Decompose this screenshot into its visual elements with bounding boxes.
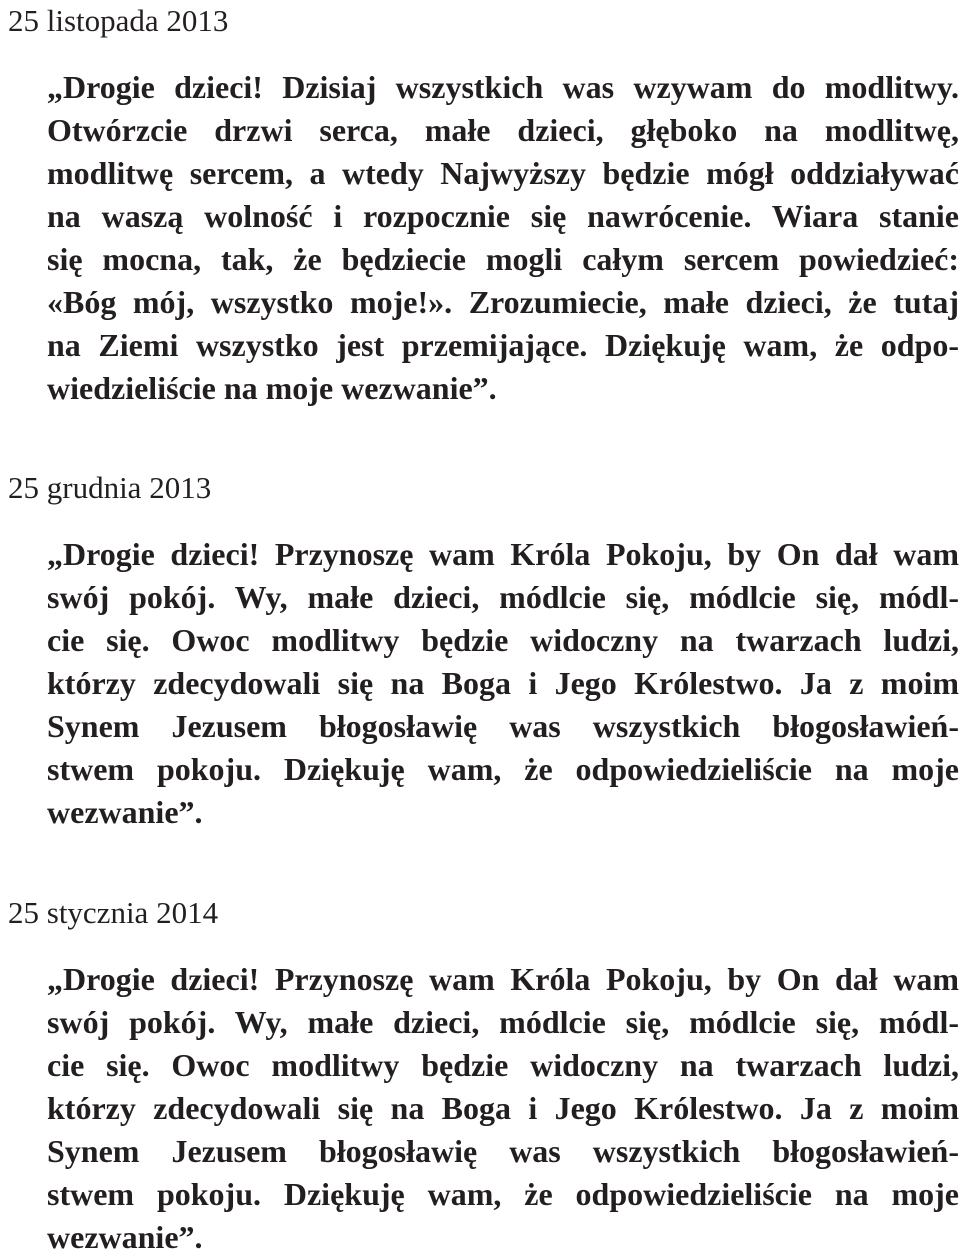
message-line: «Bóg mój, wszystko moje!». Zrozumiecie, małe dzieci, że tutaj — [47, 284, 959, 320]
message-line: Synem Jezusem błogosławię was wszystkich błogosławień- — [47, 1133, 959, 1169]
message-line: „Drogie dzieci! Przynoszę wam Króla Pokoju, by On dał wam — [47, 961, 959, 997]
message-line: swój pokój. Wy, małe dzieci, módlcie się, módlcie się, módl- — [47, 1004, 959, 1040]
message-body — [47, 533, 959, 834]
message-line: cie się. Owoc modlitwy będzie widoczny na twarzach ludzi, — [47, 622, 959, 658]
message-line: stwem pokoju. Dziękuję wam, że odpowiedzieliście na moje — [47, 1176, 959, 1212]
message-line: swój pokój. Wy, małe dzieci, módlcie się, módlcie się, módl- — [47, 579, 959, 615]
message-line: modlitwę sercem, a wtedy Najwyższy będzie mógł oddziaływać — [47, 155, 959, 191]
message-line: „Drogie dzieci! Przynoszę wam Króla Pokoju, by On dał wam — [47, 536, 959, 572]
message-line: wezwanie”. — [47, 794, 203, 830]
message-line: którzy zdecydowali się na Boga i Jego Królestwo. Ja z moim — [47, 1090, 959, 1126]
message-line: wiedzieliście na moje wezwanie”. — [47, 370, 497, 406]
message-line: się mocna, tak, że będziecie mogli całym sercem powiedzieć: — [47, 241, 959, 277]
message-line: cie się. Owoc modlitwy będzie widoczny na twarzach ludzi, — [47, 1047, 959, 1083]
message-line: którzy zdecydowali się na Boga i Jego Królestwo. Ja z moim — [47, 665, 959, 701]
message-date: 25 listopada 2013 — [8, 3, 229, 38]
message-line: Otwórzcie drzwi serca, małe dzieci, głęboko na modlitwę, — [47, 112, 959, 148]
message-line: stwem pokoju. Dziękuję wam, że odpowiedzieliście na moje — [47, 751, 959, 787]
message-line: „Drogie dzieci! Dzisiaj wszystkich was wzywam do modlitwy. — [47, 69, 959, 105]
message-body — [47, 66, 959, 410]
message-date: 25 stycznia 2014 — [8, 895, 219, 930]
message-line: na Ziemi wszystko jest przemijające. Dziękuję wam, że odpo- — [47, 327, 959, 363]
message-body — [47, 958, 959, 1259]
message-line: na waszą wolność i rozpocznie się nawrócenie. Wiara stanie — [47, 198, 959, 234]
message-line: Synem Jezusem błogosławię was wszystkich błogosławień- — [47, 708, 959, 744]
message-line: wezwanie”. — [47, 1219, 203, 1255]
message-date: 25 grudnia 2013 — [8, 470, 212, 505]
